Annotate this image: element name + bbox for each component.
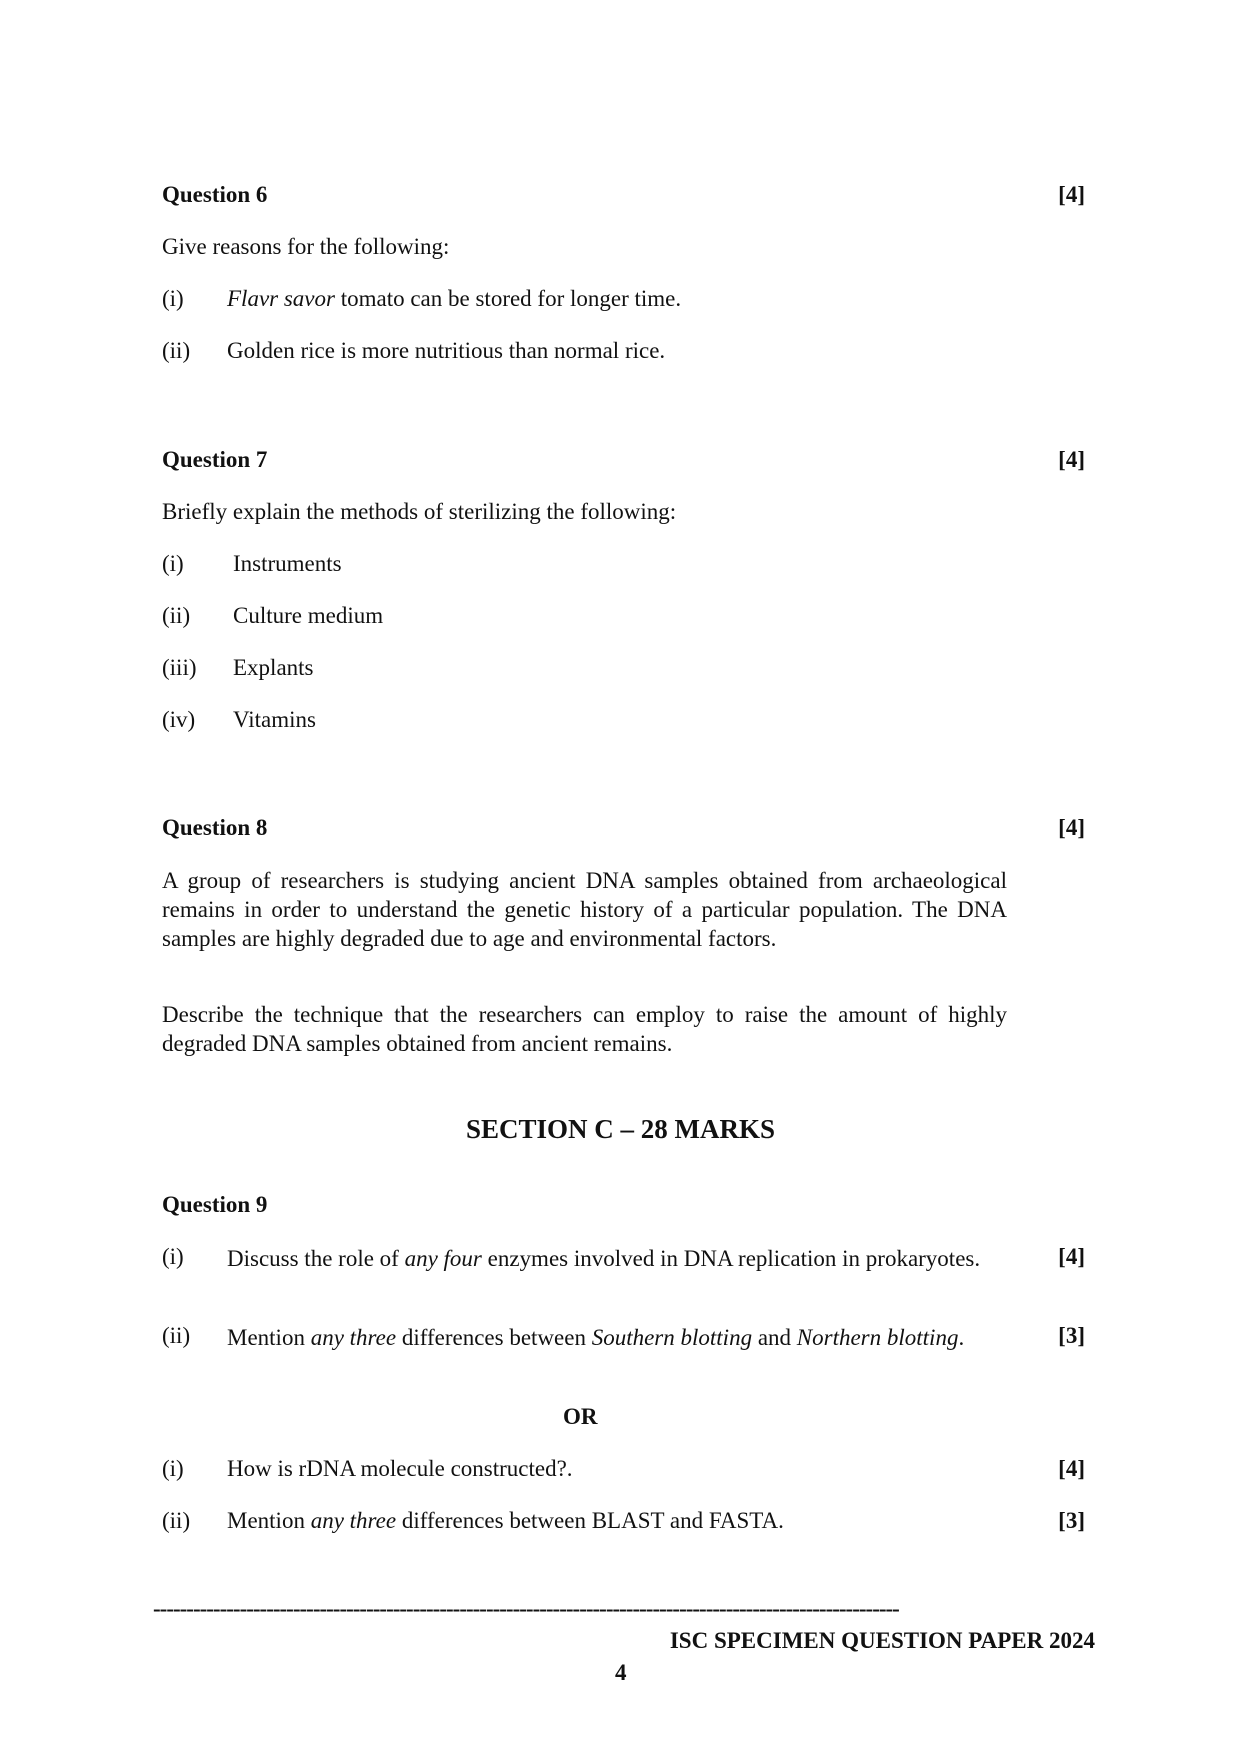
q9-b-i1: any three [310, 1325, 397, 1350]
question-8-paragraph-2: Describe the technique that the researchers can employ to raise the amount of highly degraded DNA samples obtained from ancient remains. [162, 1002, 1007, 1056]
q9-b-i2: Southern blotting [591, 1325, 753, 1350]
q9-part-c-marks: [4] [1058, 1456, 1085, 1481]
question-8-paragraph-1: A group of researchers is studying ancient DNA samples obtained from archaeological remains in order to understand the genetic history of a particular population. The DNA samples are highly degraded due to age and environmental factors. [162, 868, 1007, 951]
q9-part-b-text [227, 1323, 1005, 1352]
q9-a-t1: Discuss the role of [227, 1246, 405, 1271]
q6-item-2-number: (ii) [162, 338, 191, 363]
q7-item-2-number: (ii) [162, 603, 191, 628]
question-8-marks: [4] [1058, 815, 1085, 840]
q9-part-a-text [227, 1244, 1005, 1273]
q9-part-d-marks: [3] [1058, 1508, 1085, 1533]
q9-b-i3: Northern blotting [796, 1325, 959, 1350]
page-number: 4 [615, 1660, 627, 1685]
q9-b-t2: differences between [396, 1325, 592, 1350]
q9-a-i1: any four [404, 1246, 482, 1271]
q6-item-1-text [227, 286, 681, 312]
q9-a-t2: enzymes involved in DNA replication in prokaryotes. [481, 1246, 981, 1271]
q7-item-1-text: Instruments [233, 551, 342, 576]
q7-item-4-text: Vitamins [233, 707, 316, 732]
q9-part-d-number: (ii) [162, 1508, 191, 1533]
question-7-intro: Briefly explain the methods of sterilizing the following: [162, 499, 677, 524]
q9-part-d-text [227, 1508, 784, 1534]
question-7-marks: [4] [1058, 447, 1085, 472]
q6-item-1-number: (i) [162, 286, 184, 311]
or-label: OR [563, 1404, 598, 1429]
q9-b-t3: and [752, 1325, 797, 1350]
q9-b-t4: . [958, 1325, 965, 1350]
section-c-heading: SECTION C – 28 MARKS [465, 1114, 776, 1144]
q6-item-1-italic: Flavr savor [227, 286, 335, 311]
q9-part-c-text: How is rDNA molecule constructed?. [227, 1456, 573, 1481]
q7-item-1-number: (i) [162, 551, 184, 576]
q9-part-b-number: (ii) [162, 1323, 191, 1348]
question-7-title: Question 7 [162, 447, 268, 472]
question-6-intro: Give reasons for the following: [162, 234, 450, 259]
question-6-marks: [4] [1058, 182, 1085, 207]
q7-item-3-text: Explants [233, 655, 314, 680]
q9-d-t1: Mention [227, 1508, 311, 1533]
q6-item-2-text: Golden rice is more nutritious than normal rice. [227, 338, 666, 363]
q7-item-4-number: (iv) [162, 707, 196, 732]
q9-d-i1: any three [310, 1508, 397, 1533]
q9-part-a-marks: [4] [1058, 1244, 1085, 1269]
q6-item-1-rest: tomato can be stored for longer time. [334, 286, 682, 311]
q7-item-3-number: (iii) [162, 655, 197, 680]
question-9-title: Question 9 [162, 1192, 268, 1217]
footer-divider: ---------------------------------------------------------------------------------------------------------------- [153, 1596, 899, 1621]
q9-d-t2: differences between BLAST and FASTA. [396, 1508, 784, 1533]
question-8-title: Question 8 [162, 815, 268, 840]
q9-part-c-number: (i) [162, 1456, 184, 1481]
q9-part-b-marks: [3] [1058, 1323, 1085, 1348]
q9-part-a-number: (i) [162, 1244, 184, 1269]
footer-title: ISC SPECIMEN QUESTION PAPER 2024 [669, 1628, 1095, 1653]
question-6-title: Question 6 [162, 182, 268, 207]
q9-b-t1: Mention [227, 1325, 311, 1350]
q7-item-2-text: Culture medium [233, 603, 384, 628]
